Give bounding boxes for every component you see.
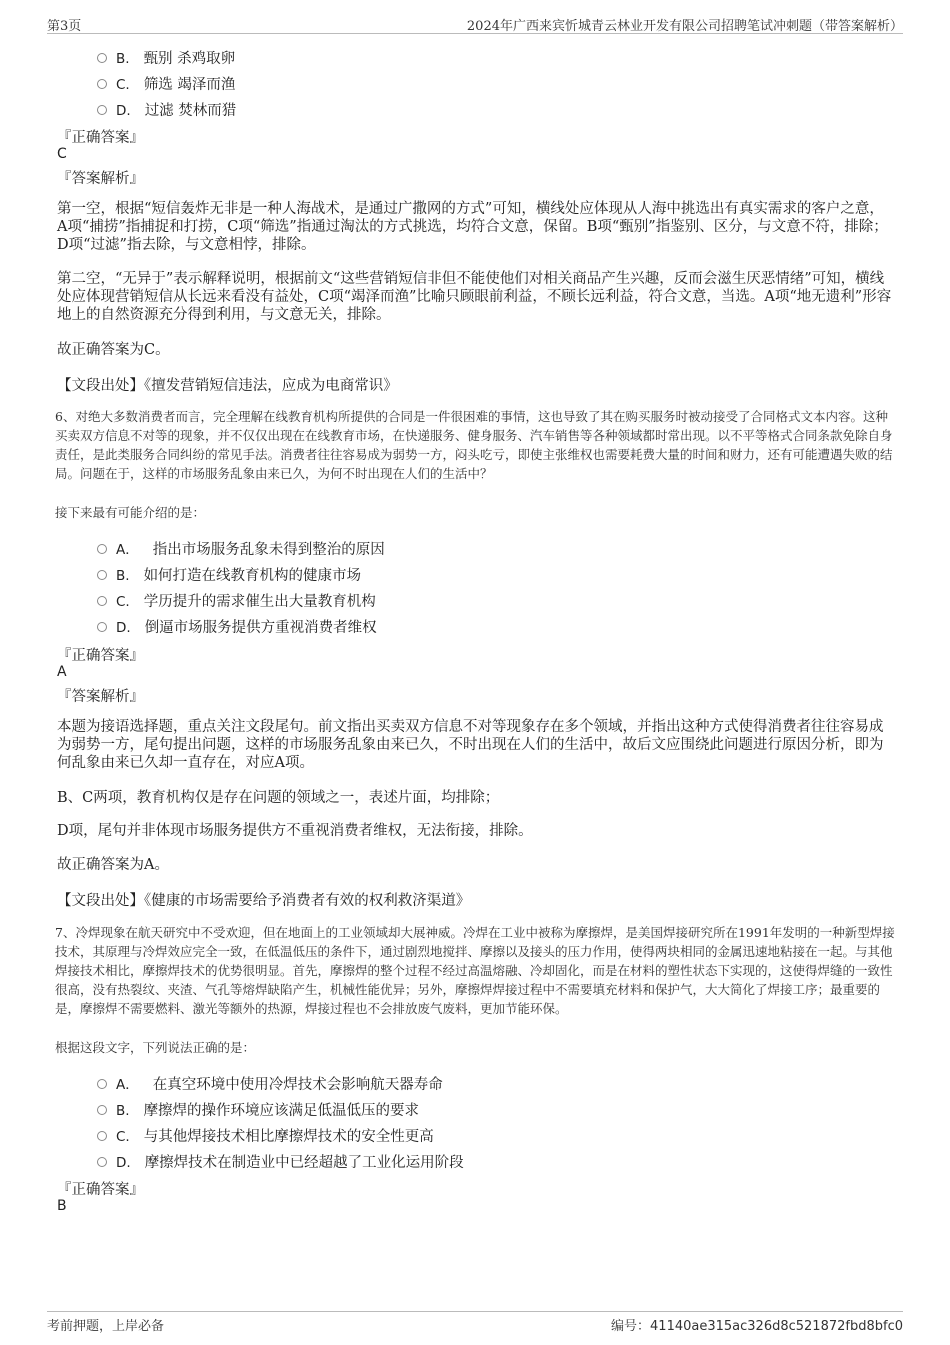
radio-icon[interactable] — [97, 1079, 107, 1089]
footer-slogan: 考前押题，上岸必备 — [47, 1319, 165, 1334]
radio-icon[interactable] — [97, 544, 107, 554]
q5-option-d[interactable]: D. 过滤 焚林而猎 — [97, 99, 236, 121]
q6-analysis-para-3: D项，尾句并非体现市场服务提供方不重视消费者维权，无法衔接，排除。 — [57, 823, 533, 839]
q7-prompt: 根据这段文字，下列说法正确的是： — [55, 1040, 256, 1055]
page-footer — [47, 1311, 903, 1334]
radio-icon[interactable] — [97, 1105, 107, 1115]
q6-stem: 6、对绝大多数消费者而言，完全理解在线教育机构所提供的合同是一件很困难的事情，这也导致了其在购买服务时被动接受了合同格式文本内容。这种买卖双方信息不对等的现象，并不仅仅出现在在线教育市场，在快递服务、健身服务、汽车销售等各种领域都时常出现。以不平等格式合同条款免除自身责任，是此类服务合同纠纷的常见手法。消费者往往容易成为弱势一方，闷头吃亏，即使主张维权也需要耗费大量的时间和财力，还有可能遭遇失败的结局。问题在于，这样的市场服务乱象由来已久，为何不时出现在人们的生活中？ — [55, 409, 893, 481]
radio-icon[interactable] — [97, 105, 107, 115]
q5-analysis-para-1: 第一空，根据“短信轰炸无非是一种人海战术，是通过广撒网的方式”可知，横线处应体现从人海中挑选出有真实需求的客户之意，A项“捕捞”指捕捉和打捞，C项“筛选”指通过淘汰的方式挑选，均符合文意，保留。B项“甄别”指鉴别、区分，与文意不符，排除；D项“过滤”指去除，与文意相悖，排除。 — [57, 201, 888, 253]
radio-icon[interactable] — [97, 79, 107, 89]
q7-option-d[interactable]: D. 摩擦焊技术在制造业中已经超越了工业化运用阶段 — [97, 1151, 464, 1173]
q5-answer: C — [57, 146, 67, 162]
q6-option-b[interactable]: B. 如何打造在线教育机构的健康市场 — [97, 564, 361, 586]
q5-analysis-para-2: 第二空，“无异于”表示解释说明，根据前文“这些营销短信非但不能使他们对相关商品产生兴趣，反而会滋生厌恶情绪”可知，横线处应体现营销短信从长远来看没有益处，C项“竭泽而渔”比喻只顾眼前利益，不顾长远利益，符合文意，当选。A项“地无遗利”形容地上的自然资源充分得到利用，与文意无关，排除。 — [57, 271, 892, 323]
q5-analysis-conclusion: 故正确答案为C。 — [57, 342, 170, 358]
page-number: 第3页 — [47, 19, 82, 34]
q6-source: 【文段出处】《健康的市场需要给予消费者有效的权利救济渠道》 — [57, 893, 471, 909]
page-header — [47, 13, 903, 34]
q6-prompt: 接下来最有可能介绍的是： — [55, 505, 206, 520]
q7-option-c[interactable]: C. 与其他焊接技术相比摩擦焊技术的安全性更高 — [97, 1125, 434, 1147]
document-title: 2024年广西来宾忻城青云林业开发有限公司招聘笔试冲刺题（带答案解析） — [466, 19, 903, 34]
radio-icon[interactable] — [97, 596, 107, 606]
q5-source: 【文段出处】《擅发营销短信违法，应成为电商常识》 — [57, 378, 398, 394]
q6-analysis-conclusion: 故正确答案为A。 — [57, 857, 169, 873]
radio-icon[interactable] — [97, 1157, 107, 1167]
q6-analysis-label: 『答案解析』 — [57, 689, 144, 705]
radio-icon[interactable] — [97, 1131, 107, 1141]
q7-option-a[interactable]: A． 在真空环境中使用冷焊技术会影响航天器寿命 — [97, 1073, 443, 1095]
q7-answer: B — [57, 1198, 67, 1214]
q6-analysis-para-1: 本题为接语选择题，重点关注文段尾句。前文指出买卖双方信息不对等现象存在多个领域，并指出这种方式使得消费者往往容易成为弱势一方，尾句提出问题，这样的市场服务乱象由来已久，不时出现在人们的生活中，故后文应围绕此问题进行原因分析，即为何乱象由来已久却一直存在，对应A项。 — [57, 719, 884, 771]
document-code: 编号：41140ae315ac326d8c521872fbd8bfc0 — [611, 1319, 903, 1334]
radio-icon[interactable] — [97, 570, 107, 580]
q6-option-d[interactable]: D. 倒逼市场服务提供方重视消费者维权 — [97, 616, 377, 638]
q6-option-a[interactable]: A． 指出市场服务乱象未得到整治的原因 — [97, 538, 385, 560]
q6-option-c[interactable]: C. 学历提升的需求催生出大量教育机构 — [97, 590, 376, 612]
q5-analysis-label: 『答案解析』 — [57, 171, 144, 187]
q5-option-c[interactable]: C. 筛选 竭泽而渔 — [97, 73, 235, 95]
radio-icon[interactable] — [97, 622, 107, 632]
q6-analysis-para-2: B、C两项，教育机构仅是存在问题的领域之一，表述片面，均排除； — [57, 790, 500, 806]
q7-option-b[interactable]: B. 摩擦焊的操作环境应该满足低温低压的要求 — [97, 1099, 419, 1121]
radio-icon[interactable] — [97, 53, 107, 63]
q7-answer-label: 『正确答案』 — [57, 1182, 144, 1198]
q7-stem: 7、冷焊现象在航天研究中不受欢迎，但在地面上的工业领域却大展神威。冷焊在工业中被称为摩擦焊，是美国焊接研究所在1991年发明的一种新型焊接技术，其原理与冷焊效应完全一致，在低温低压的条件下，通过剧烈地搅拌、摩擦以及接头的压力作用，使得两块相同的金属迅速地粘接在一起。与其他焊接技术相比，摩擦焊技术的优势很明显。首先，摩擦焊的整个过程不经过高温熔融、冷却固化，而是在材料的塑性状态下实现的，这使得焊缝的一致性很高，没有热裂纹、夹渣、气孔等熔焊缺陷产生，机械性能优异；另外，摩擦焊焊接过程中不需要填充材料和保护气，大大简化了焊接工序；最重要的是，摩擦焊不需要燃料、激光等额外的热源，焊接过程也不会排放废气废料，更加节能环保。 — [55, 925, 895, 1016]
q6-answer-label: 『正确答案』 — [57, 648, 144, 664]
q6-answer: A — [57, 664, 67, 680]
q5-option-b[interactable]: B. 甄别 杀鸡取卵 — [97, 47, 235, 69]
q5-answer-label: 『正确答案』 — [57, 130, 144, 146]
